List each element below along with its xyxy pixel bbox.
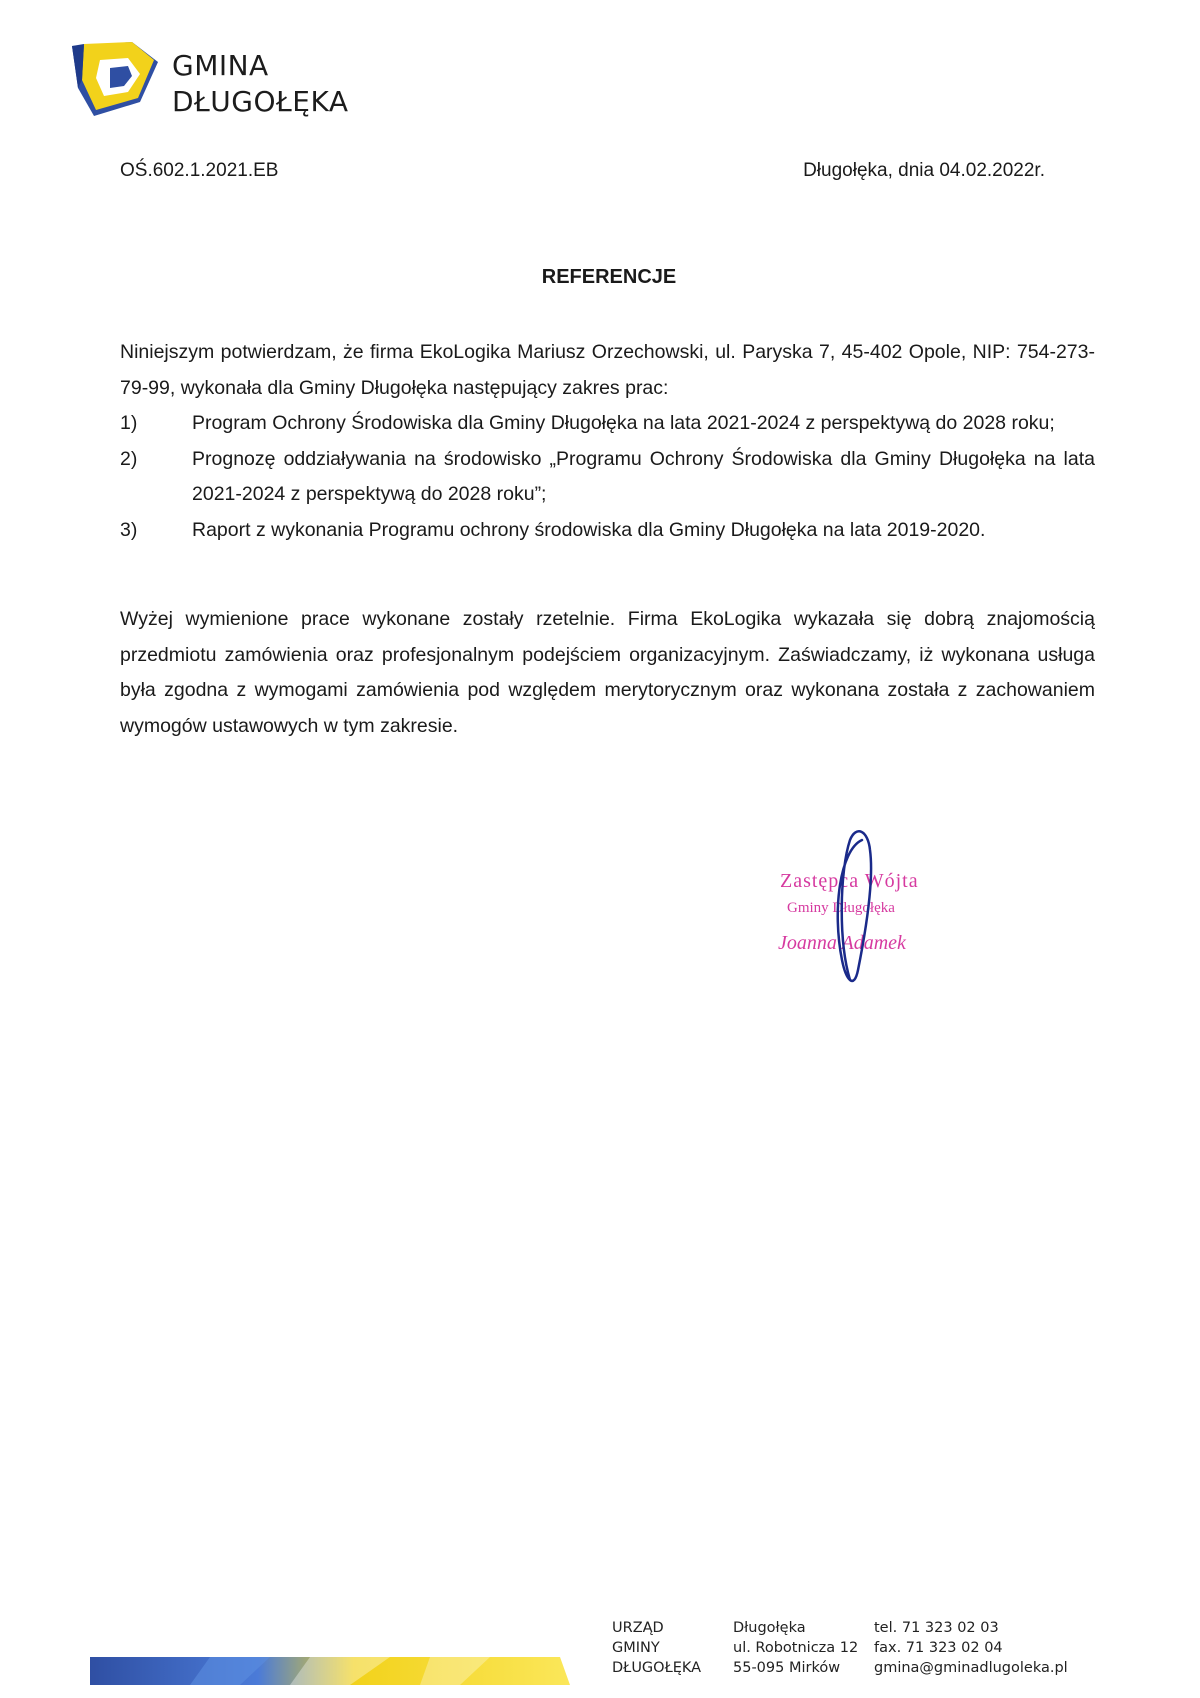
list-item-text: Prognozę oddziaływania na środowisko „Programu Ochrony Środowiska dla Gminy Długołęka na lata 2021-2024 z perspektywą do 2028 roku”; <box>192 447 1095 505</box>
list-item-number: 2) <box>120 447 138 470</box>
footer-address-line: Długołęka <box>733 1620 806 1636</box>
list-item-number: 3) <box>120 518 138 541</box>
logo-text <box>172 48 348 120</box>
list-item-text: Raport z wykonania Programu ochrony środowiska dla Gminy Długołęka na lata 2019-2020. <box>192 518 986 541</box>
stamp-line-3: Joanna Adamek <box>778 932 906 954</box>
footer-phone: tel. 71 323 02 03 <box>874 1620 999 1636</box>
footer-office <box>612 1618 701 1678</box>
list-item-number: 1) <box>120 412 138 434</box>
footer-office-line: DŁUGOŁĘKA <box>612 1660 702 1676</box>
gmina-logo-icon <box>70 40 170 120</box>
logo-line-1: GMINA <box>172 49 269 82</box>
reference-number: OŚ.602.1.2021.EB <box>120 160 279 181</box>
footer-address-line: ul. Robotnicza 12 <box>733 1640 859 1656</box>
list-item-text: Program Ochrony Środowiska dla Gminy Długołęka na lata 2021-2024 z perspektywą do 2028 roku; <box>192 412 1055 434</box>
footer-contact <box>874 1618 1068 1678</box>
footer-address-line: 55-095 Mirków <box>733 1660 841 1676</box>
document-date: Długołęka, dnia 04.02.2022r. <box>803 160 1045 181</box>
list-item <box>120 513 1095 549</box>
footer-fax: fax. 71 323 02 04 <box>874 1640 1003 1656</box>
stamp-line-1: Zastępca Wójta <box>780 870 919 892</box>
footer-band-icon <box>90 1655 570 1687</box>
list-item <box>120 406 1095 442</box>
intro-paragraph: Niniejszym potwierdzam, że firma EkoLogika Mariusz Orzechowski, ul. Paryska 7, 45-402 Opole, NIP: 754-273-79-99, wykonała dla Gminy Długołęka następujący zakres prac: <box>120 341 1095 399</box>
closing-paragraph: Wyżej wymienione prace wykonane zostały rzetelnie. Firma EkoLogika wykazała się dobrą znajomością przedmiotu zamówienia oraz profesjonalnym podejściem organizacyjnym. Zaświadczamy, iż wykonana usługa była zgodna z wymogami zamówienia pod względem merytorycznym oraz wykonana została z zachowaniem wymogów ustawowych w tym zakresie. <box>120 608 1095 737</box>
footer-email: gmina@gminadlugoleka.pl <box>874 1660 1068 1676</box>
stamp-line-2: Gminy Długołęka <box>787 900 895 916</box>
signature-icon <box>770 820 990 1000</box>
list-item <box>120 442 1095 513</box>
logo-line-2: DŁUGOŁĘKA <box>172 85 349 118</box>
document-title: REFERENCJE <box>541 266 677 288</box>
footer-office-line: GMINY <box>612 1640 660 1656</box>
footer-office-line: URZĄD <box>612 1620 664 1636</box>
letter-body <box>120 335 1095 744</box>
footer-address <box>733 1618 858 1678</box>
